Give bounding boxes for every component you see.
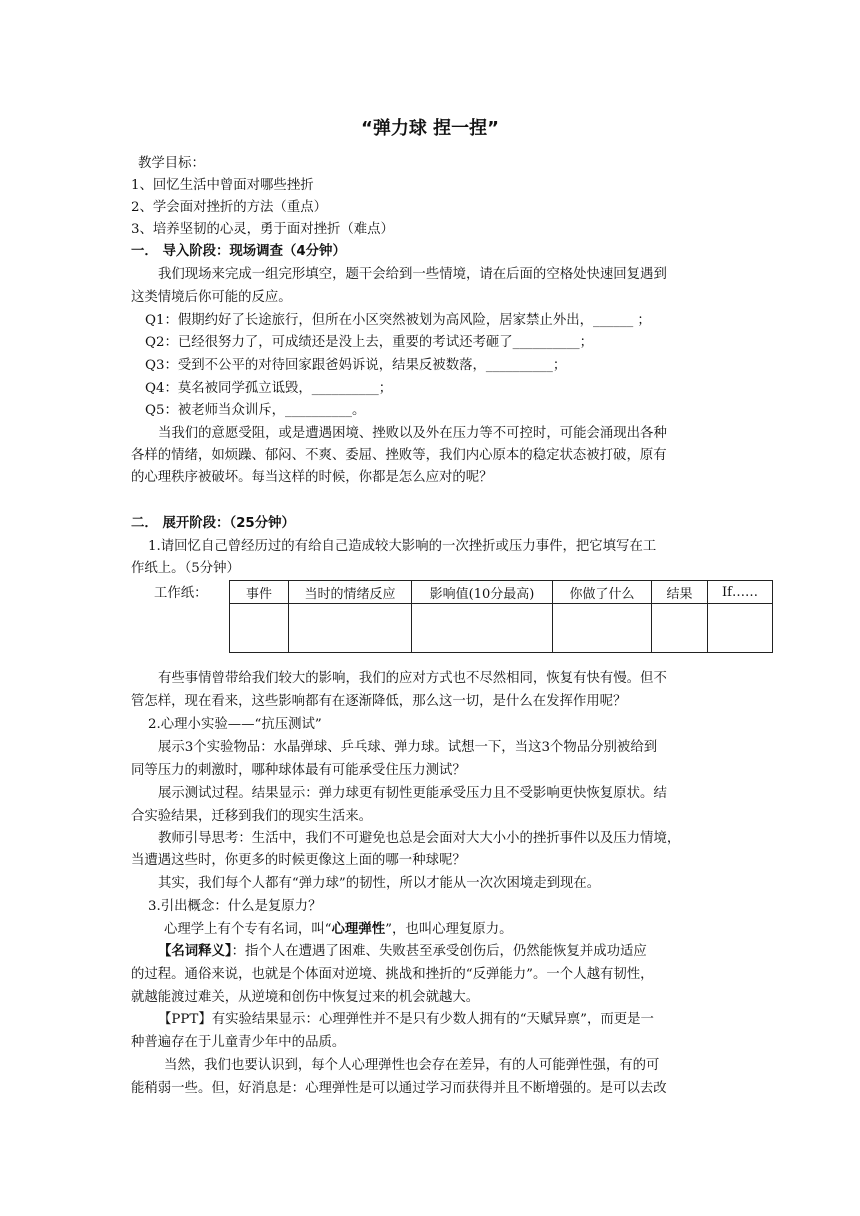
worksheet-blank-cell — [708, 604, 773, 653]
section1-para-line2: 各样的情绪，如烦躁、郁闷、不爽、委屈、挫败等，我们内心原本的稳定状态被打破，原有 — [131, 448, 667, 463]
worksheet-para-line2: 管怎样，现在看来，这些影响都有在逐渐降低，那么这一切，是什么在发挥作用呢？ — [131, 694, 627, 709]
experiment-line1: 展示3个实验物品：水晶弹球、乒乓球、弹力球。试想一下，当这3个物品分别被给到 — [158, 740, 658, 755]
question-q5: Q5：被老师当众训斥，__________。 — [145, 403, 366, 418]
worksheet-blank-row — [230, 604, 773, 653]
worksheet-blank-cell — [289, 604, 412, 653]
section2-heading: 二． 展开阶段：（25分钟） — [131, 516, 295, 531]
question-q4: Q4：莫名被同学孤立诋毁，__________； — [145, 381, 393, 396]
worksheet-header-cell: 事件 — [230, 581, 289, 604]
concept-text-c: ”，也叫心理复原力。 — [385, 922, 513, 937]
concept-term: 心理弹性 — [331, 922, 386, 937]
worksheet-header-cell: 当时的情绪反应 — [289, 581, 412, 604]
question-q3: Q3：受到不公平的对待回家跟爸妈诉说，结果反被数落，__________； — [145, 358, 567, 373]
goal-item-1: 1、回忆生活中曾面对哪些挫折 — [131, 178, 314, 193]
experiment-line4: 合实验结果，迁移到我们的现实生活来。 — [131, 809, 373, 824]
step3-heading: 3.引出概念：什么是复原力？ — [148, 899, 322, 914]
step2-heading: 2.心理小实验——“抗压测试” — [148, 717, 322, 732]
concept-line — [164, 920, 512, 939]
definition-tag: 【名词释义】 — [158, 944, 232, 959]
question-q1: Q1：假期约好了长途旅行，但所在小区突然被划为高风险，居家禁止外出，______ ； — [145, 313, 651, 328]
worksheet-table — [229, 580, 773, 653]
section1-heading: 一． 导入阶段：现场调查（4分钟） — [131, 244, 346, 259]
concept-text-a: 心理学上有个专有名词，叫“ — [164, 922, 332, 937]
worksheet-blank-cell — [230, 604, 289, 653]
teacher-guide-line2: 当遭遇这些时，你更多的时候更像这上面的哪一种球呢？ — [131, 853, 466, 868]
worksheet-header-cell: 你做了什么 — [553, 581, 652, 604]
ppt-line1: 【PPT】有实验结果显示：心理弹性并不是只有少数人拥有的“天赋异禀”，而更是一 — [158, 1012, 654, 1027]
worksheet-header-cell: 结果 — [652, 581, 708, 604]
section1-intro-line1: 我们现场来完成一组完形填空，题干会给到一些情境，请在后面的空格处快速回复遇到 — [158, 267, 667, 282]
worksheet-header-row — [230, 581, 773, 604]
step1-line1: 1.请回忆自己曾经历过的有给自己造成较大影响的一次挫折或压力事件，把它填写在工 — [148, 539, 657, 554]
experiment-line3: 展示测试过程。结果显示：弹力球更有韧性更能承受压力且不受影响更快恢复原状。结 — [158, 786, 667, 801]
definition-text: ：指个人在遭遇了困难、失败甚至承受创伤后，仍然能恢复并成功适应 — [231, 944, 647, 959]
worksheet-header-cell: If…… — [708, 581, 773, 604]
page-title: “弹力球 捏一捏” — [361, 118, 499, 139]
goal-item-2: 2、学会面对挫折的方法（重点） — [131, 200, 327, 215]
worksheet-blank-cell — [652, 604, 708, 653]
definition-line3: 就越能渡过难关，从逆境和创伤中恢复过来的机会就越大。 — [131, 990, 480, 1005]
section1-intro-line2: 这类情境后你可能的反应。 — [131, 290, 292, 305]
definition-line2: 的过程。通俗来说，也就是个体面对逆境、挑战和挫折的“反弹能力”。一个人越有韧性， — [131, 967, 654, 982]
teacher-guide-line1: 教师引导思考：生活中，我们不可避免也总是会面对大大小小的挫折事件以及压力情境， — [158, 831, 681, 846]
worksheet-blank-cell — [412, 604, 553, 653]
step1-line2: 作纸上。（5分钟） — [131, 561, 240, 576]
final-para-line2: 能稍弱一些。但，好消息是：心理弹性是可以通过学习而获得并且不断增强的。是可以去改 — [131, 1081, 667, 1096]
teacher-guide-line3: 其实，我们每个人都有“弹力球”的韧性，所以才能从一次次困境走到现在。 — [158, 876, 601, 891]
worksheet-label: 工作纸： — [154, 586, 208, 601]
final-para-line1: 当然，我们也要认识到，每个人心理弹性也会存在差异，有的人可能弹性强，有的可 — [164, 1058, 660, 1073]
worksheet-header-cell: 影响值(10分最高) — [412, 581, 553, 604]
worksheet-para-line1: 有些事情曾带给我们较大的影响，我们的应对方式也不尽然相同，恢复有快有慢。但不 — [158, 671, 667, 686]
experiment-line2: 同等压力的刺激时，哪种球体最有可能承受住压力测试？ — [131, 763, 466, 778]
goals-heading: 教学目标： — [138, 156, 205, 171]
section1-para-line3: 的心理秩序被破坏。每当这样的时候，你都是怎么应对的呢？ — [131, 470, 493, 485]
section1-para-line1: 当我们的意愿受阻，或是遭遇困境、挫败以及外在压力等不可控时，可能会涌现出各种 — [158, 426, 667, 441]
ppt-line2: 种普遍存在于儿童青少年中的品质。 — [131, 1035, 346, 1050]
goal-item-3: 3、培养坚韧的心灵，勇于面对挫折（难点） — [131, 222, 394, 237]
worksheet-blank-cell — [553, 604, 652, 653]
definition-line1 — [158, 942, 647, 961]
question-q2: Q2：已经很努力了，可成绩还是没上去，重要的考试还考砸了__________； — [145, 335, 593, 350]
